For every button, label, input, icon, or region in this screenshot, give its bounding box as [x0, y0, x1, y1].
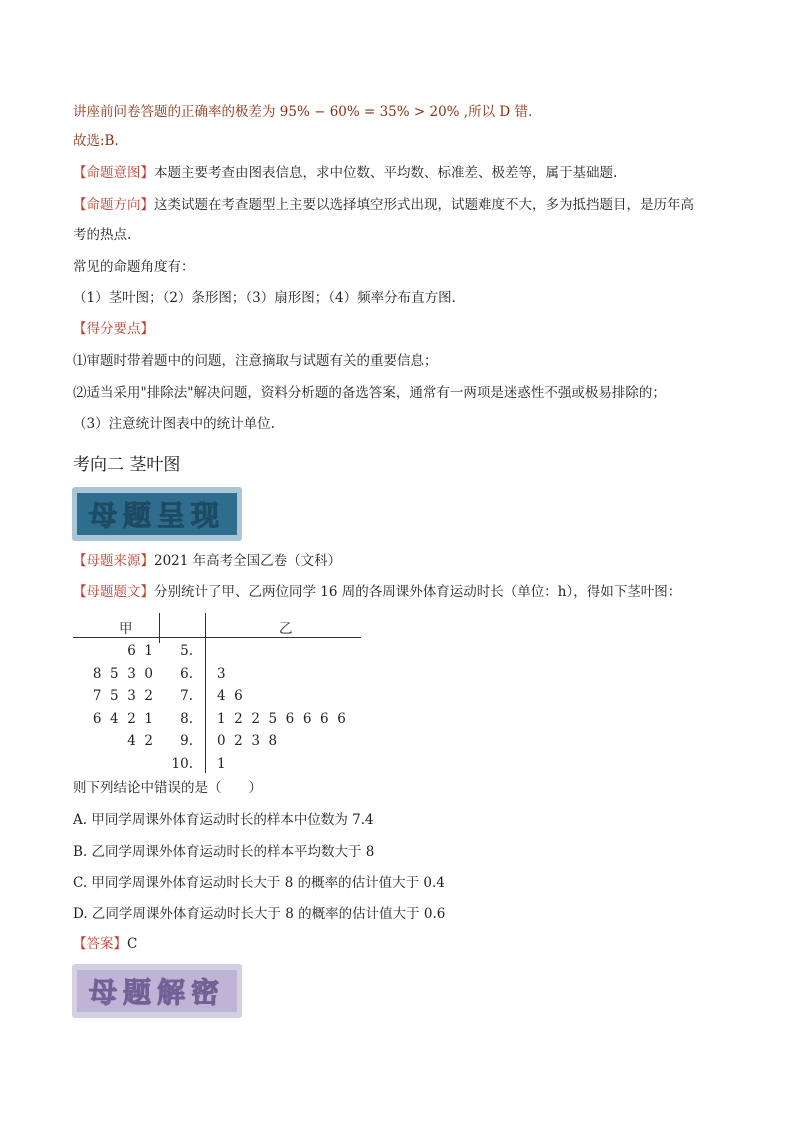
intent-paragraph: [73, 164, 617, 182]
intent-text: 本题主要考查由图表信息，求中位数、平均数、标准差、极差等，属于基础题.: [154, 165, 618, 181]
stem-leaf-plot: [73, 613, 373, 773]
stem-row-left-leaves: 4 2: [127, 733, 153, 749]
stem-row-right-leaves: 0 2 3 8: [217, 733, 278, 749]
stem-row-stem: 5.: [180, 643, 193, 659]
mother-solution-banner: [72, 964, 242, 1018]
point-2: ⑵适当采用"排除法"解决问题，资料分析题的备选答案，通常有一两项是迷惑性不强或极易排除的；: [73, 385, 666, 401]
choice-text: 故选:B.: [73, 133, 119, 149]
source-text: 2021 年高考全国乙卷（文科）: [154, 553, 342, 569]
intent-tag: 【命题意图】: [73, 165, 154, 181]
mother-question-banner: [72, 487, 242, 541]
angles-items: （1）茎叶图；（2）条形图；（3）扇形图；（4）频率分布直方图.: [73, 290, 456, 306]
stem-row-left-leaves: 8 5 3 0: [92, 665, 153, 682]
question-tag: 【母题题文】: [73, 584, 154, 600]
angles-title: 常见的命题角度有：: [73, 259, 195, 275]
stem-row-left-leaves: 6 4 2 1: [92, 710, 153, 727]
direction-continuation: 考的热点.: [73, 227, 132, 243]
source-tag: 【母题来源】: [73, 553, 154, 569]
question-paragraph: [73, 583, 681, 601]
option-c: C. 甲同学周课外体育运动时长大于 8 的概率的估计值大于 0.4: [73, 875, 445, 891]
question-prompt: 则下列结论中错误的是（ ）: [73, 780, 262, 796]
answer-paragraph: [73, 935, 137, 953]
stem-row-stem: 9.: [180, 733, 193, 749]
source-paragraph: [73, 552, 341, 570]
banner2-label: 母题解密: [77, 970, 237, 1012]
right-header: 乙: [279, 621, 293, 637]
stem-row-right-leaves: 3: [217, 665, 226, 682]
stem-row-stem: 7.: [180, 688, 193, 704]
option-b: B. 乙同学周课外体育运动时长的样本平均数大于 8: [73, 844, 375, 860]
stem-row-stem: 8.: [180, 710, 193, 727]
stem-row-right-leaves: 4 6: [217, 688, 243, 704]
stem-row-stem: 10.: [171, 755, 193, 772]
direction-paragraph: [73, 196, 694, 214]
direction-tag: 【命题方向】: [73, 197, 154, 213]
stem-row-left-leaves: 6 1: [127, 643, 153, 659]
option-a: A. 甲同学周课外体育运动时长的样本中位数为 7.4: [73, 812, 374, 828]
left-header: 甲: [119, 621, 133, 637]
stem-row-stem: 6.: [180, 665, 193, 682]
banner1-label: 母题呈现: [77, 493, 237, 535]
option-d: D. 乙同学周课外体育运动时长大于 8 的概率的估计值大于 0.6: [73, 906, 446, 922]
answer-tag: 【答案】: [73, 936, 127, 952]
section-heading: 考向二 茎叶图: [73, 455, 181, 475]
direction-text: 这类试题在考查题型上主要以选择填空形式出现，试题难度不大，多为抵挡题目，是历年高: [154, 197, 694, 213]
answer-text: C: [127, 936, 138, 952]
points-tag: 【得分要点】: [73, 321, 154, 337]
range-conclusion-text: 讲座前问卷答题的正确率的极差为 95% − 60% = 35% > 20% ,所以 D 错.: [73, 104, 533, 120]
right-divider: [205, 613, 206, 773]
stem-row-left-leaves: 7 5 3 2: [92, 688, 153, 704]
point-1: ⑴审题时带着题中的问题，注意摘取与试题有关的重要信息；: [73, 353, 438, 369]
stem-row-right-leaves: 1 2 2 5 6 6 6 6: [217, 710, 346, 727]
stem-row-right-leaves: 1: [217, 755, 226, 772]
question-text: 分别统计了甲、乙两位同学 16 周的各周课外体育运动时长（单位：h），得如下茎叶图：: [154, 584, 682, 600]
left-divider-top: [159, 613, 160, 643]
header-rule: [73, 637, 361, 638]
point-3: （3）注意统计图表中的统计单位.: [73, 416, 275, 432]
